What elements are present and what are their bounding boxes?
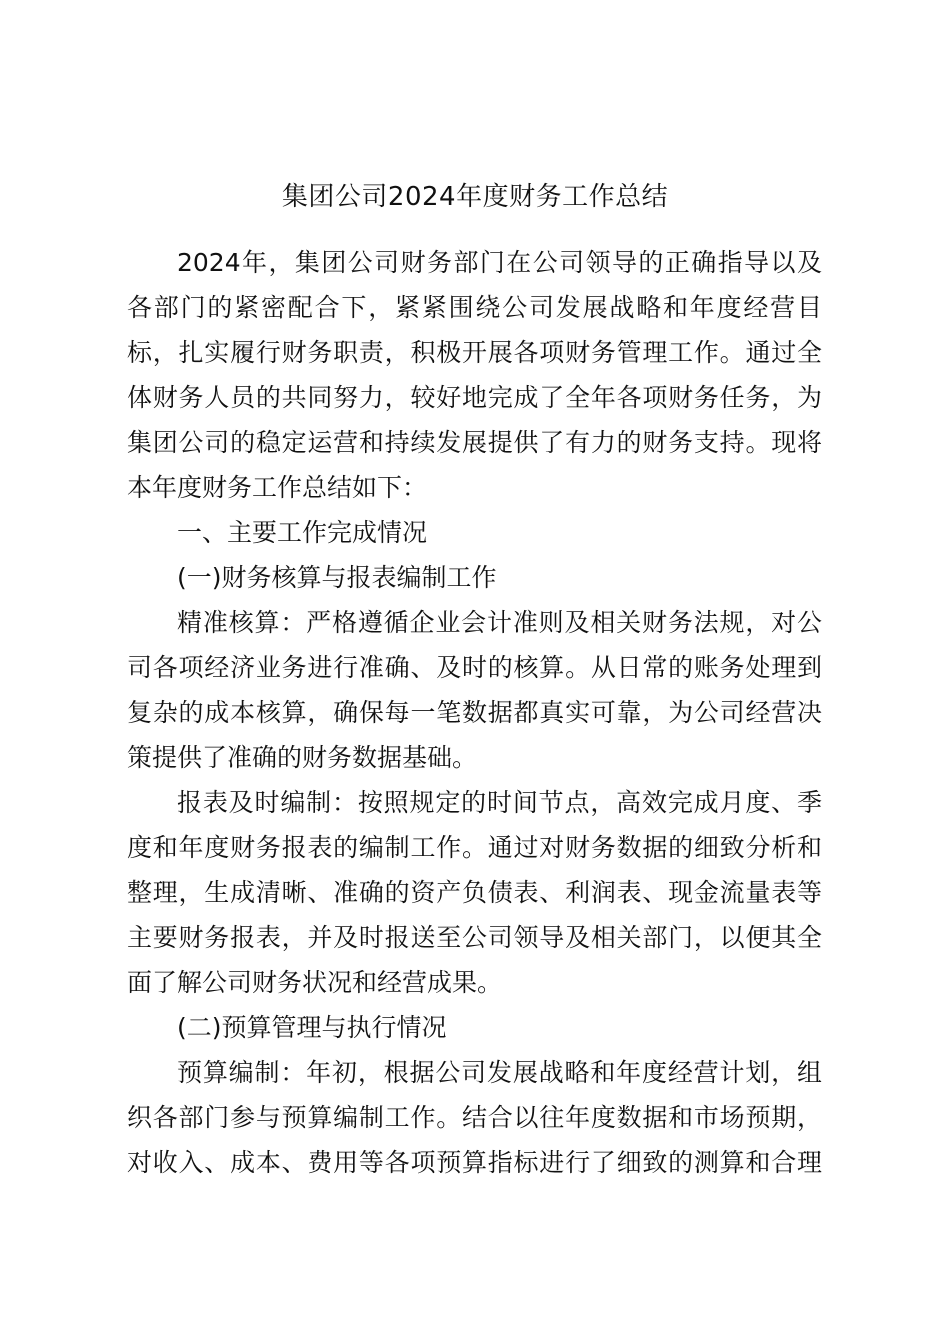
text-line: 司各项经济业务进行准确、及时的核算。从日常的账务处理到 bbox=[127, 653, 822, 682]
intro-paragraph bbox=[127, 240, 822, 510]
text-line: 面了解公司财务状况和经营成果。 bbox=[127, 968, 503, 997]
section-heading-1 bbox=[127, 510, 822, 555]
document-body bbox=[127, 240, 822, 1185]
heading-line: 一、主要工作完成情况 bbox=[177, 518, 428, 547]
heading-line: (二)预算管理与执行情况 bbox=[177, 1013, 447, 1042]
text-line: 2024年，集团公司财务部门在公司领导的正确指导以及 bbox=[177, 248, 822, 277]
reporting-paragraph bbox=[127, 780, 822, 1005]
text-line: 整理，生成清晰、准确的资产负债表、利润表、现金流量表等 bbox=[127, 878, 822, 907]
text-line: 主要财务报表，并及时报送至公司领导及相关部门，以便其全 bbox=[127, 923, 822, 952]
text-line: 标，扎实履行财务职责，积极开展各项财务管理工作。通过全 bbox=[127, 338, 822, 367]
text-line: 预算编制：年初，根据公司发展战略和年度经营计划，组 bbox=[177, 1058, 822, 1087]
text-line: 精准核算：严格遵循企业会计准则及相关财务法规，对公 bbox=[177, 608, 822, 637]
heading-line: (一)财务核算与报表编制工作 bbox=[177, 563, 497, 592]
text-line: 报表及时编制：按照规定的时间节点，高效完成月度、季 bbox=[177, 788, 822, 817]
subsection-heading-2 bbox=[127, 1005, 822, 1050]
budget-paragraph bbox=[127, 1050, 822, 1185]
text-line: 对收入、成本、费用等各项预算指标进行了细致的测算和合理 bbox=[127, 1148, 822, 1177]
text-line: 集团公司的稳定运营和持续发展提供了有力的财务支持。现将 bbox=[127, 428, 822, 457]
text-line: 复杂的成本核算，确保每一笔数据都真实可靠，为公司经营决 bbox=[127, 698, 822, 727]
text-line: 度和年度财务报表的编制工作。通过对财务数据的细致分析和 bbox=[127, 833, 822, 862]
text-line: 各部门的紧密配合下，紧紧围绕公司发展战略和年度经营目 bbox=[127, 293, 822, 322]
subsection-heading-1 bbox=[127, 555, 822, 600]
text-line: 本年度财务工作总结如下： bbox=[127, 473, 428, 502]
text-line: 策提供了准确的财务数据基础。 bbox=[127, 743, 478, 772]
text-line: 织各部门参与预算编制工作。结合以往年度数据和市场预期， bbox=[127, 1103, 822, 1132]
accounting-paragraph bbox=[127, 600, 822, 780]
document-title: 集团公司2024年度财务工作总结 bbox=[281, 182, 669, 212]
text-line: 体财务人员的共同努力，较好地完成了全年各项财务任务，为 bbox=[127, 383, 822, 412]
